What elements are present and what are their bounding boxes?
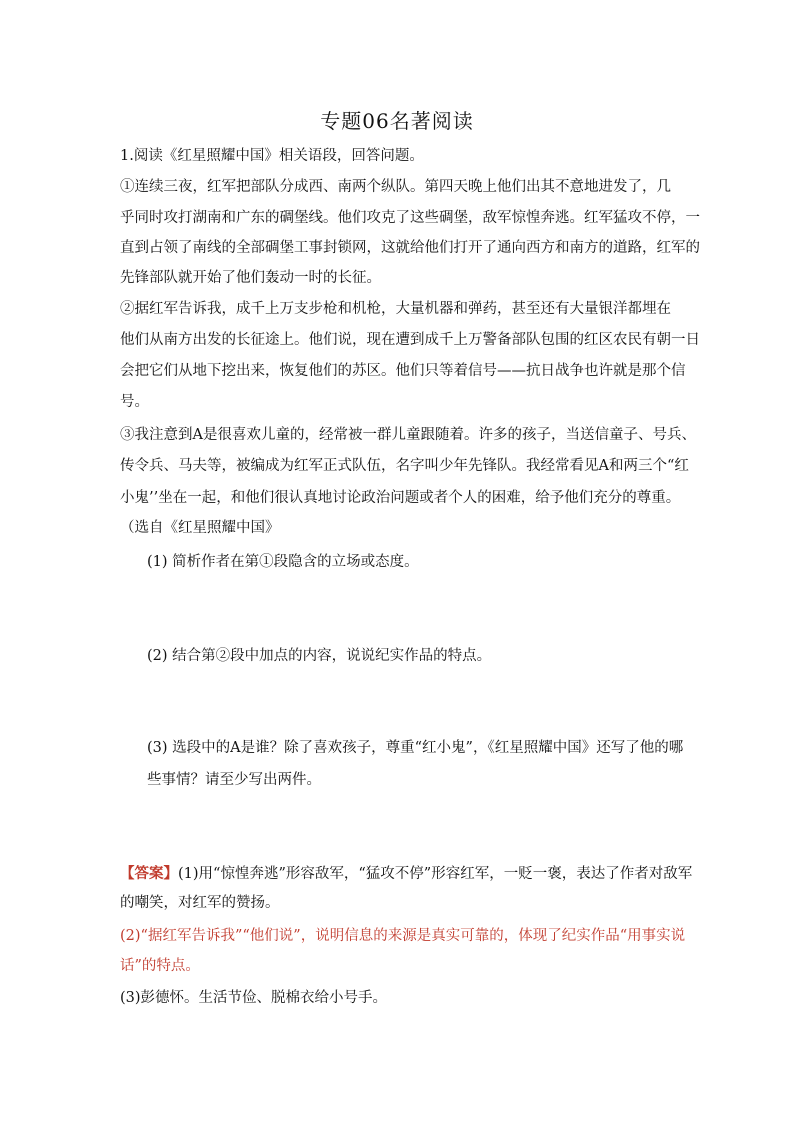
- para3-line2: 传令兵、马夫等，被编成为红军正式队伍，名字叫少年先锋队。我经常看见A和两三个“红: [120, 458, 689, 474]
- sub-question-2: (2) 结合第②段中加点的内容，说说纪实作品的特点。: [147, 648, 492, 664]
- para1-line1: ①连续三夜，红军把部队分成西、南两个纵队。第四天晚上他们出其不意地进发了，几: [120, 179, 671, 195]
- para2-line1: ②据红军告诉我，成千上万支步枪和机枪，大量机器和弹药，甚至还有大量银洋都埋在: [120, 301, 671, 317]
- answer-label: 【答案】: [120, 865, 178, 882]
- answer-1-text: (1)用“惊惶奔逃”形容敌军，“猛攻不停”形容红军，一贬一褒，表达了作者对敌军: [178, 866, 693, 882]
- para1-line4: 先锋部队就开始了他们轰动一时的长征。: [120, 270, 381, 286]
- answer-line1: [120, 864, 692, 884]
- source-note: （选自《红星照耀中国》: [120, 520, 280, 536]
- answer-line2: 的嘲笑，对红军的赞扬。: [120, 895, 280, 911]
- sub-question-3-line1: (3) 选段中的A是谁？除了喜欢孩子，尊重“红小鬼”，《红星照耀中国》还写了他的哪: [147, 740, 684, 756]
- sub-question-3-line2: 些事情？请至少写出两件。: [147, 772, 321, 788]
- para2-line4: 号。: [120, 394, 149, 410]
- para3-line1: ③我注意到A是很喜欢儿童的，经常被一群儿童跟随着。许多的孩子，当送信童子、号兵、: [120, 427, 696, 443]
- page-title: 专题06名著阅读: [320, 109, 474, 133]
- para2-line3: 会把它们从地下挖出来，恢复他们的苏区。他们只等着信号——抗日战争也许就是那个信: [120, 363, 686, 379]
- para2-line2: 他们从南方出发的长征途上。他们说，现在遭到成千上万警备部队包围的红区农民有朝一日: [120, 332, 700, 348]
- para1-line2: 乎同时攻打湖南和广东的碉堡线。他们攻克了这些碉堡，敌军惊惶奔逃。红军猛攻不停，一: [120, 210, 700, 226]
- sub-question-1: (1) 简析作者在第①段隐含的立场或态度。: [147, 554, 419, 570]
- para3-line3: 小鬼’’坐在一起，和他们很认真地讨论政治问题或者个人的困难，给予他们充分的尊重。: [120, 490, 681, 506]
- answer-line3: (2)“据红军告诉我”“他们说”，说明信息的来源是真实可靠的，体现了纪实作品“用事实说: [120, 928, 686, 944]
- answer-line4: 话”的特点。: [120, 958, 200, 974]
- answer-line5: (3)彭德怀。生活节俭、脱棉衣给小号手。: [120, 990, 388, 1006]
- para1-line3: 直到占领了南线的全部碉堡工事封锁网，这就给他们打开了通向西方和南方的道路，红军的: [120, 240, 700, 256]
- question-intro: 1.阅读《红星照耀中国》相关语段，回答问题。: [120, 148, 424, 164]
